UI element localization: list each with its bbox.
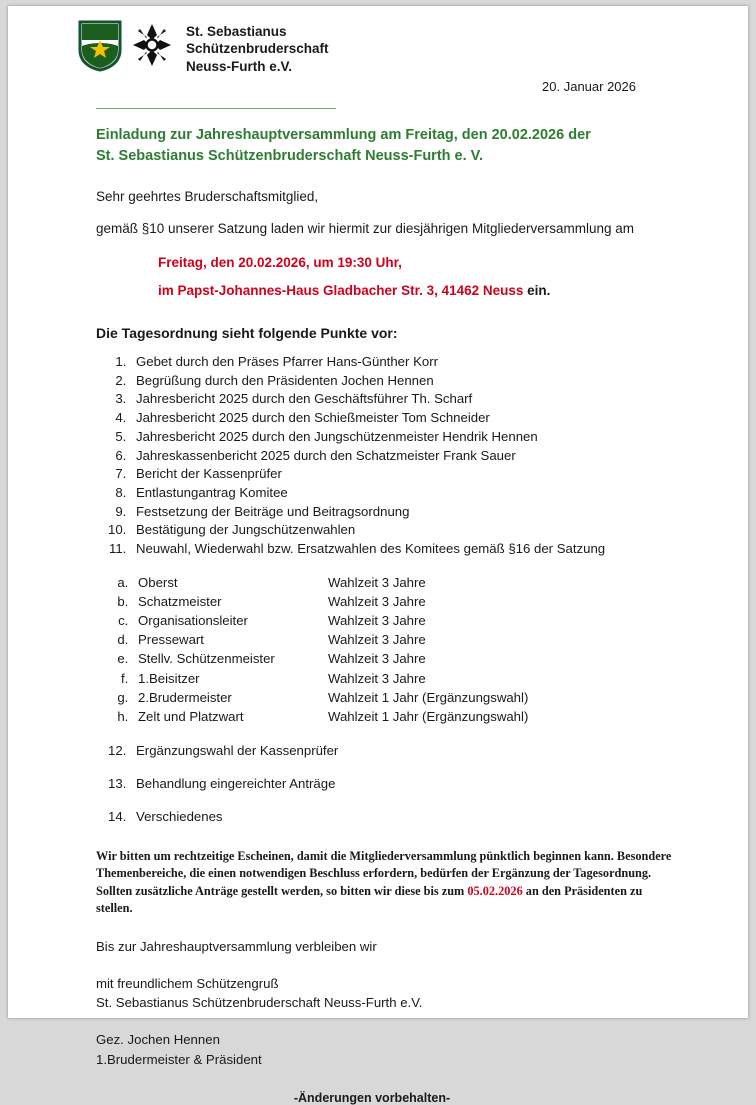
list-item [132, 592, 678, 611]
letter-title [96, 125, 678, 167]
meeting-datetime: Freitag, den 20.02.2026, um 19:30 Uhr, [158, 254, 402, 270]
meeting-location [158, 283, 678, 298]
position-office: a. Oberst [138, 574, 178, 590]
list-item [132, 707, 678, 726]
position-office: e. Stellv. Schützenmeister [138, 651, 275, 667]
document-page [8, 6, 748, 1105]
list-item [132, 611, 678, 630]
list-item: 3. Jahresbericht 2025 durch den Geschäftsführer Th. Scharf [130, 390, 678, 409]
letter-title-line-2: St. Sebastianus Schützenbruderschaft Neuss-Furth e. V. [96, 147, 484, 164]
position-office: h. Zelt und Platzwart [138, 708, 244, 724]
agenda-list [96, 353, 678, 559]
salutation: Sehr geehrtes Bruderschaftsmitglied, [96, 188, 319, 204]
election-positions-list [96, 573, 678, 726]
list-item [132, 669, 678, 688]
list-item: 8. Entlastungantrag Komitee [130, 484, 678, 503]
letter-date: 20. Januar 2026 [542, 78, 636, 94]
footer-note: -Änderungen vorbehalten- [293, 1090, 451, 1105]
notice-paragraph [96, 848, 678, 917]
position-term: Wahlzeit 3 Jahre [328, 651, 426, 667]
position-office: c. Organisationsleiter [138, 613, 248, 629]
organization-line-3: Neuss-Furth e.V. [186, 58, 293, 74]
notice-deadline-date: 05.02.2026 [467, 883, 523, 898]
position-term: Wahlzeit 3 Jahre [328, 632, 426, 648]
notice-text-part-2: an den Präsidenten zu stellen. [96, 883, 643, 915]
position-term: Wahlzeit 3 Jahre [328, 670, 426, 686]
position-office: d. Pressewart [138, 632, 204, 648]
position-office: b. Schatzmeister [138, 594, 222, 610]
signature-greeting: mit freundlichem Schützengruß [96, 976, 279, 992]
list-item: 12. Ergänzungswahl der Kassenprüfer [130, 742, 678, 761]
meeting-location-text: im Papst-Johannes-Haus Gladbacher Str. 3, 41462 Neuss [158, 282, 524, 298]
letter-title-line-1: Einladung zur Jahreshauptversammlung am Freitag, den 20.02.2026 der [96, 126, 591, 143]
order-cross-icon [132, 23, 172, 67]
meeting-location-suffix: ein. [523, 282, 551, 298]
shield-crest-icon [78, 20, 122, 72]
signature-block [96, 974, 678, 1012]
organization-line-1: St. Sebastianus [186, 24, 287, 39]
letter-body [8, 125, 748, 1105]
position-term: Wahlzeit 1 Jahr (Ergänzungswahl) [328, 708, 529, 724]
letterhead [8, 6, 748, 75]
signer-name: Gez. Jochen Hennen [96, 1032, 220, 1048]
agenda-list-continued [96, 742, 678, 826]
list-item: 2. Begrüßung durch den Präsidenten Jochen Hennen [130, 372, 678, 391]
signature-organization: St. Sebastianus Schützenbruderschaft Neuss-Furth e.V. [96, 995, 423, 1011]
intro-paragraph: gemäß §10 unserer Satzung laden wir hiermit zur diesjährigen Mitgliederversammlung am [96, 220, 634, 236]
list-item [132, 573, 678, 592]
list-item [132, 630, 678, 649]
signer-block [96, 1030, 678, 1068]
list-item: 11. Neuwahl, Wiederwahl bzw. Ersatzwahlen des Komitees gemäß §16 der Satzung [130, 540, 678, 559]
list-item: 5. Jahresbericht 2025 durch den Jungschützenmeister Hendrik Hennen [130, 428, 678, 447]
list-item [132, 649, 678, 668]
closing-line: Bis zur Jahreshauptversammlung verbleiben wir [96, 939, 377, 955]
signer-role: 1.Brudermeister & Präsident [96, 1051, 262, 1067]
notice-text-part-1: Wir bitten um rechtzeitige Escheinen, damit die Mitgliederversammlung pünktlich beginnen kann. Besondere Themenbereiche, die einen notwendigen Beschluss erfordern, bedürfen der Ergänzung der Tagesordnung. Sollten zusätzliche Anträge gestellt werden, so bitten wir diese bis zum [96, 849, 672, 898]
position-office: f. 1.Beisitzer [138, 670, 200, 686]
list-item: 9. Festsetzung der Beiträge und Beitragsordnung [130, 503, 678, 522]
list-item: 1. Gebet durch den Präses Pfarrer Hans-Günther Korr [130, 353, 678, 372]
agenda-heading: Die Tagesordnung sieht folgende Punkte vor: [96, 324, 398, 341]
position-term: Wahlzeit 3 Jahre [328, 574, 426, 590]
list-item [132, 688, 678, 707]
organization-line-2: Schützenbruderschaft [186, 41, 329, 57]
crest-group [78, 20, 172, 72]
divider [96, 108, 336, 109]
list-item: 6. Jahreskassenbericht 2025 durch den Schatzmeister Frank Sauer [130, 447, 678, 466]
position-term: Wahlzeit 3 Jahre [328, 594, 426, 610]
position-term: Wahlzeit 1 Jahr (Ergänzungswahl) [328, 689, 529, 705]
list-item: 13. Behandlung eingereichter Anträge [130, 775, 678, 794]
list-item: 4. Jahresbericht 2025 durch den Schießmeister Tom Schneider [130, 409, 678, 428]
list-item: 7. Bericht der Kassenprüfer [130, 465, 678, 484]
list-item: 14. Verschiedenes [130, 808, 678, 827]
position-office: g. 2.Brudermeister [138, 689, 232, 705]
position-term: Wahlzeit 3 Jahre [328, 613, 426, 629]
list-item: 10. Bestätigung der Jungschützenwahlen [130, 521, 678, 540]
organization-name [186, 20, 329, 75]
